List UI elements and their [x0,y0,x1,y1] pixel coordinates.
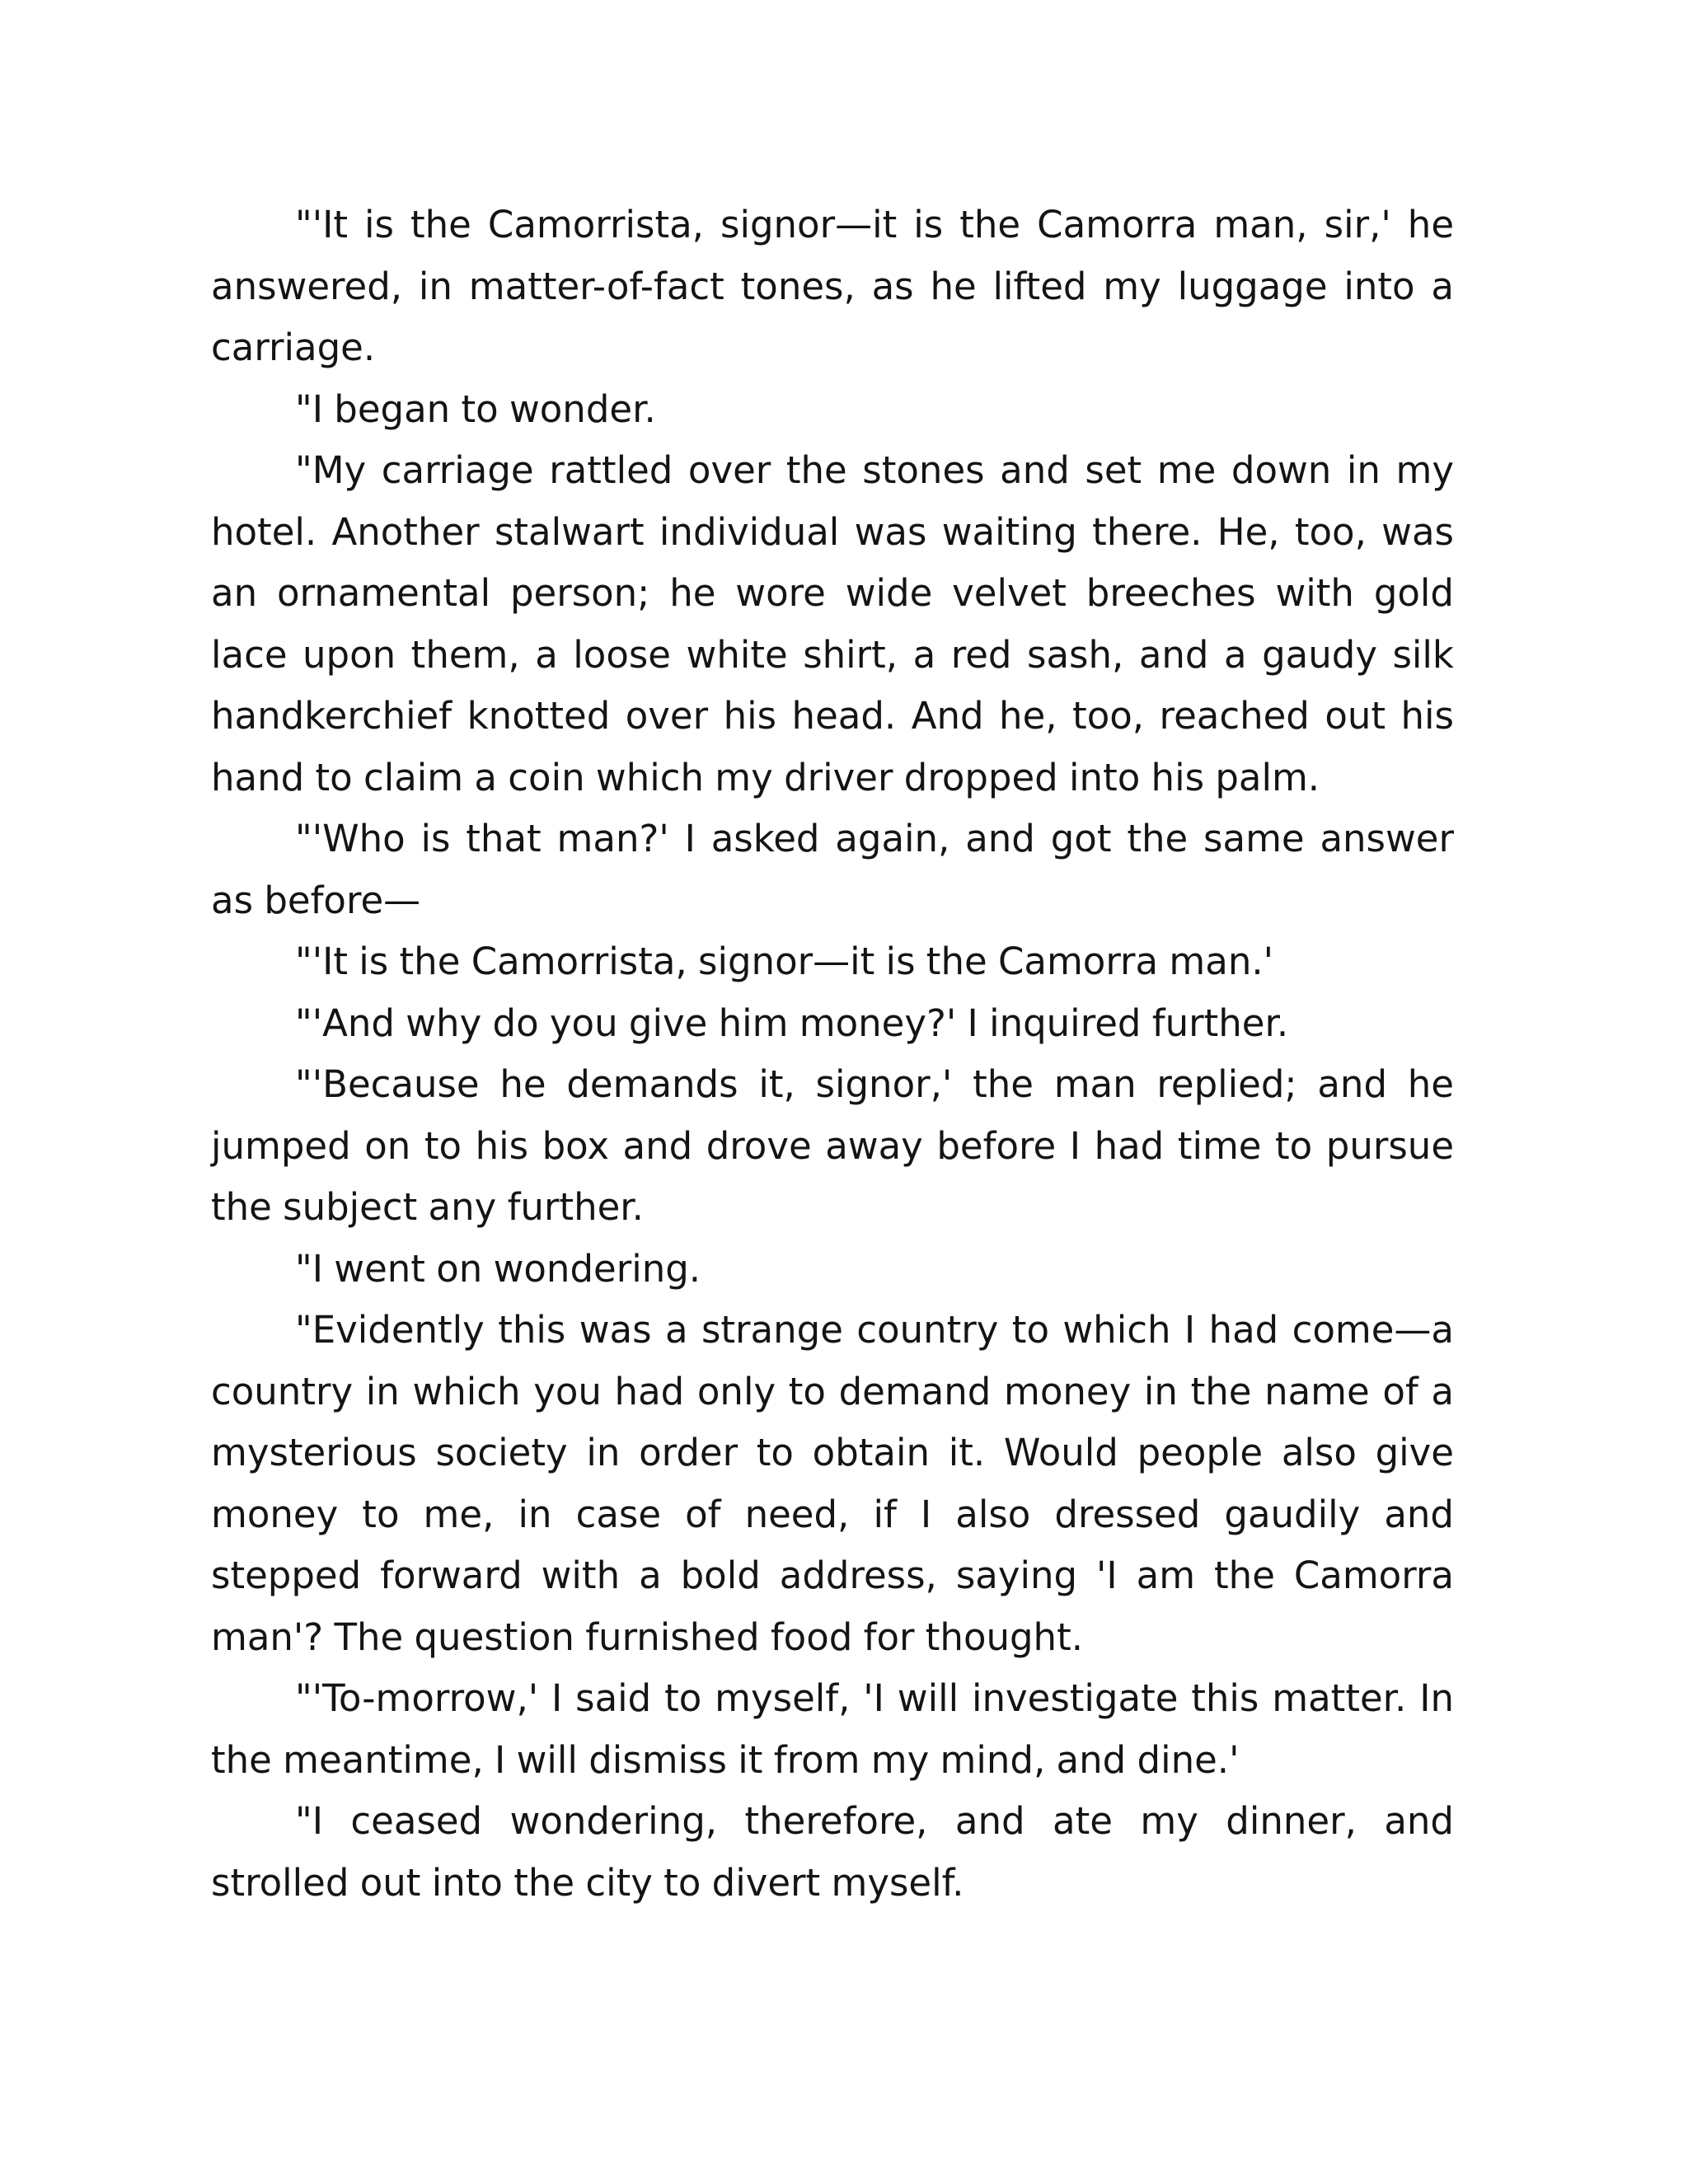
paragraph: "'To-morrow,' I said to myself, 'I will investigate this matter. In the meantime, I will dismiss it from my mind, and dine.' [211,1676,1454,1782]
paragraph: "I went on wondering. [295,1246,701,1291]
paragraph: "'Who is that man?' I asked again, and got the same answer as before— [211,817,1454,922]
paragraph: "Evidently this was a strange country to which I had come—a country in which you had only to demand money in the name of a mysterious society in order to obtain it. Would people also give money to me, in case of need, if I also dressed gaudily and stepped forward with a bold address, saying 'I am the Camorra man'? The question furnished food for thought. [211,1308,1454,1659]
paragraph: "I ceased wondering, therefore, and ate my dinner, and strolled out into the city to divert myself. [211,1799,1454,1905]
paragraph: "'It is the Camorrista, signor—it is the Camorra man.' [295,940,1274,983]
page-body [211,194,1454,1914]
paragraph: "'Because he demands it, signor,' the man replied; and he jumped on to his box and drove away before I had time to pursue the subject any further. [211,1062,1454,1229]
paragraph: "'It is the Camorrista, signor—it is the Camorra man, sir,' he answered, in matter-of-fact tones, as he lifted my luggage into a carriage. [211,203,1454,369]
paragraph: "I began to wonder. [295,387,656,431]
paragraph: "'And why do you give him money?' I inquired further. [295,1001,1289,1045]
paragraph: "My carriage rattled over the stones and set me down in my hotel. Another stalwart individual was waiting there. He, too, was an ornamental person; he wore wide velvet breeches with gold lace upon them, a loose white shirt, a red sash, and a gaudy silk handkerchief knotted over his head. And he, too, reached out his hand to claim a coin which my driver dropped into his palm. [211,448,1454,799]
